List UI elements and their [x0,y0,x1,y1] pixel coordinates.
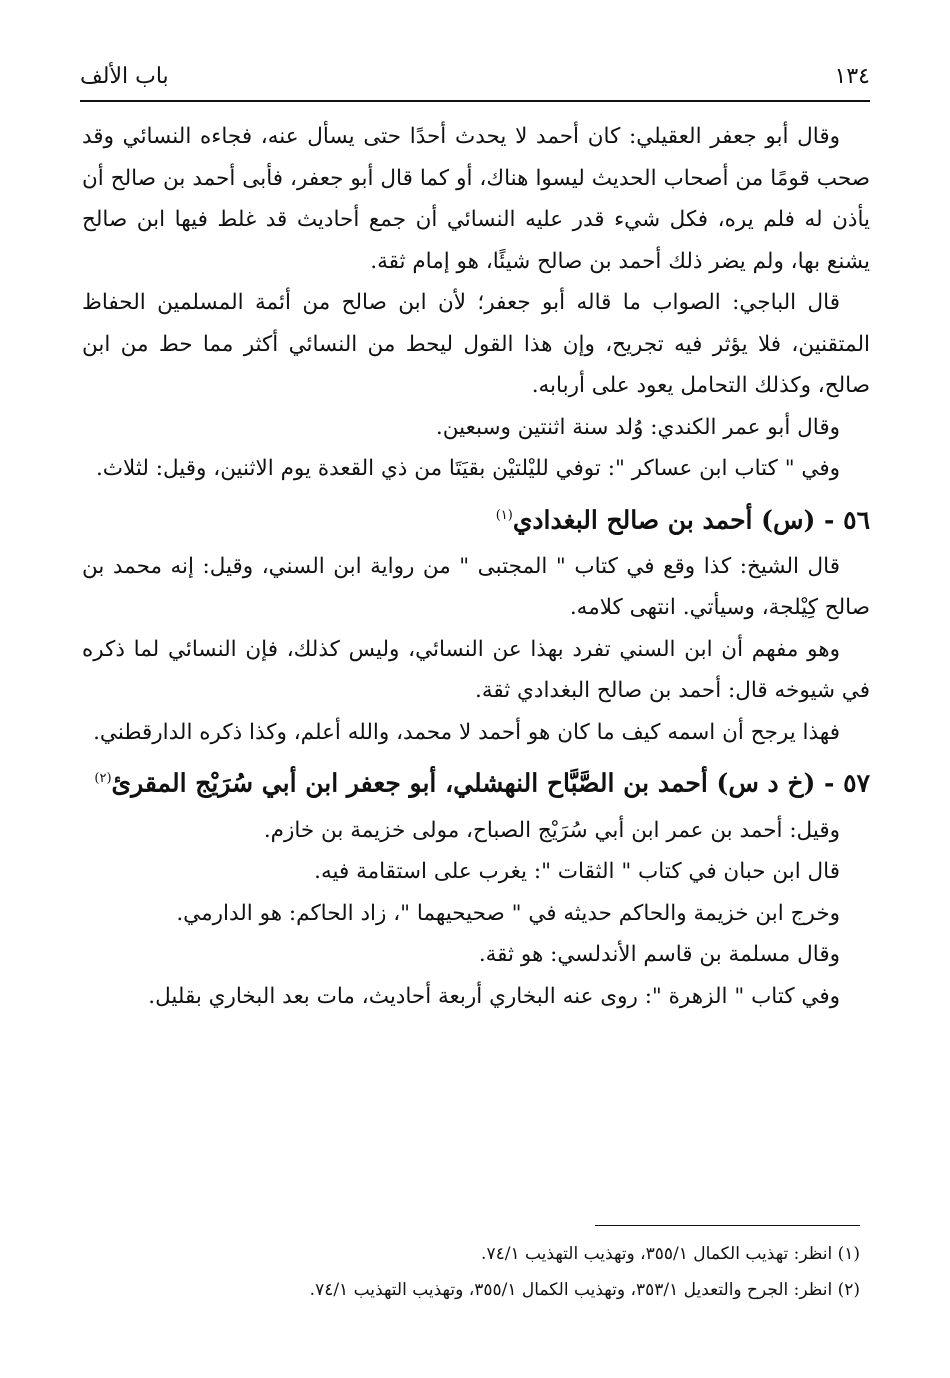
paragraph: قال ابن حبان في كتاب " الثقات ": يغرب على استقامة فيه. [314,859,840,885]
entry-heading [82,753,870,809]
paragraph: وقيل: أحمد بن عمر ابن أبي سُرَيْج الصباح، مولى خزيمة بن خازم. [263,817,840,843]
footnote: (١) انظر: تهذيب الكمال ٣٥٥/١، وتهذيب التهذيب ٧٤/١. [481,1244,860,1264]
page-header [80,56,870,96]
footnote-marker: (١) [495,507,513,523]
paragraph: وفي كتاب " الزهرة ": روى عنه البخاري أربعة أحاديث، مات بعد البخاري بقليل. [148,983,840,1009]
footnotes [82,1236,860,1308]
paragraph: وقال مسلمة بن قاسم الأندلسي: هو ثقة. [478,942,840,968]
paragraph: قال الشيخ: كذا وقع في كتاب " المجتبى " من رواية ابن السني، وقيل: إنه محمد بن صالح كِيْلجة، وسيأتي. انتهى كلامه. [82,553,870,621]
footnote-marker: (٢) [94,771,112,787]
footnote: (٢) انظر: الجرح والتعديل ٣٥٣/١، وتهذيب الكمال ٣٥٥/١، وتهذيب التهذيب ٧٤/١. [309,1280,860,1300]
paragraph: قال الباجي: الصواب ما قاله أبو جعفر؛ لأن ابن صالح من أئمة المسلمين الحفاظ المتقنين، فلا يؤثر فيه تجريح، وإن هذا القول ليحط من النسائي أكثر مما حط من ابن صالح، وكذلك التحامل يعود على أربابه. [82,290,870,398]
entry-heading-text: ٥٧ - (خ د س) أحمد بن الصَّبَّاح النهشلي، أبو جعفر ابن أبي سُرَيْج المقرئ [111,768,870,798]
chapter-title: باب الألف [80,63,169,89]
paragraph: وقال أبو عمر الكندي: وُلد سنة اثنتين وسبعين. [435,414,840,440]
paragraph: وفي " كتاب ابن عساكر ": توفي لليْلتيْن بقيَتَا من ذي القعدة يوم الاثنين، وقيل: لثلاث. [95,456,840,481]
page-number: ١٣٤ [834,63,870,89]
entry-heading [82,490,870,546]
paragraph: وقال أبو جعفر العقيلي: كان أحمد لا يحدث أحدًا حتى يسأل عنه، فجاءه النسائي وقد صحب قومًا من أصحاب الحديث ليسوا هناك، أو كما قال أبو جعفر، فأبى أحمد بن صالح أن يأذن له فلم يره، فكل شيء قدر عليه النسائي أن جمع أحاديث قد غلط فيها ابن صالح يشنع بها، ولم يضر ذلك أحمد بن صالح شيئًا، هو إمام ثقة. [82,124,870,274]
footnote-divider [595,1225,860,1226]
header-divider [80,100,870,102]
paragraph: فهذا يرجح أن اسمه كيف ما كان هو أحمد لا محمد، والله أعلم، وكذا ذكره الدارقطني. [93,719,840,745]
main-text [82,116,870,1017]
paragraph: وهو مفهم أن ابن السني تفرد بهذا عن النسائي، وليس كذلك، فإن النسائي لما ذكره في شيوخه قال: أحمد بن صالح البغدادي ثقة. [82,636,870,704]
entry-heading-text: ٥٦ - (س) أحمد بن صالح البغدادي [512,504,870,534]
paragraph: وخرج ابن خزيمة والحاكم حديثه في " صحيحيهما "، زاد الحاكم: هو الدارمي. [176,900,840,926]
